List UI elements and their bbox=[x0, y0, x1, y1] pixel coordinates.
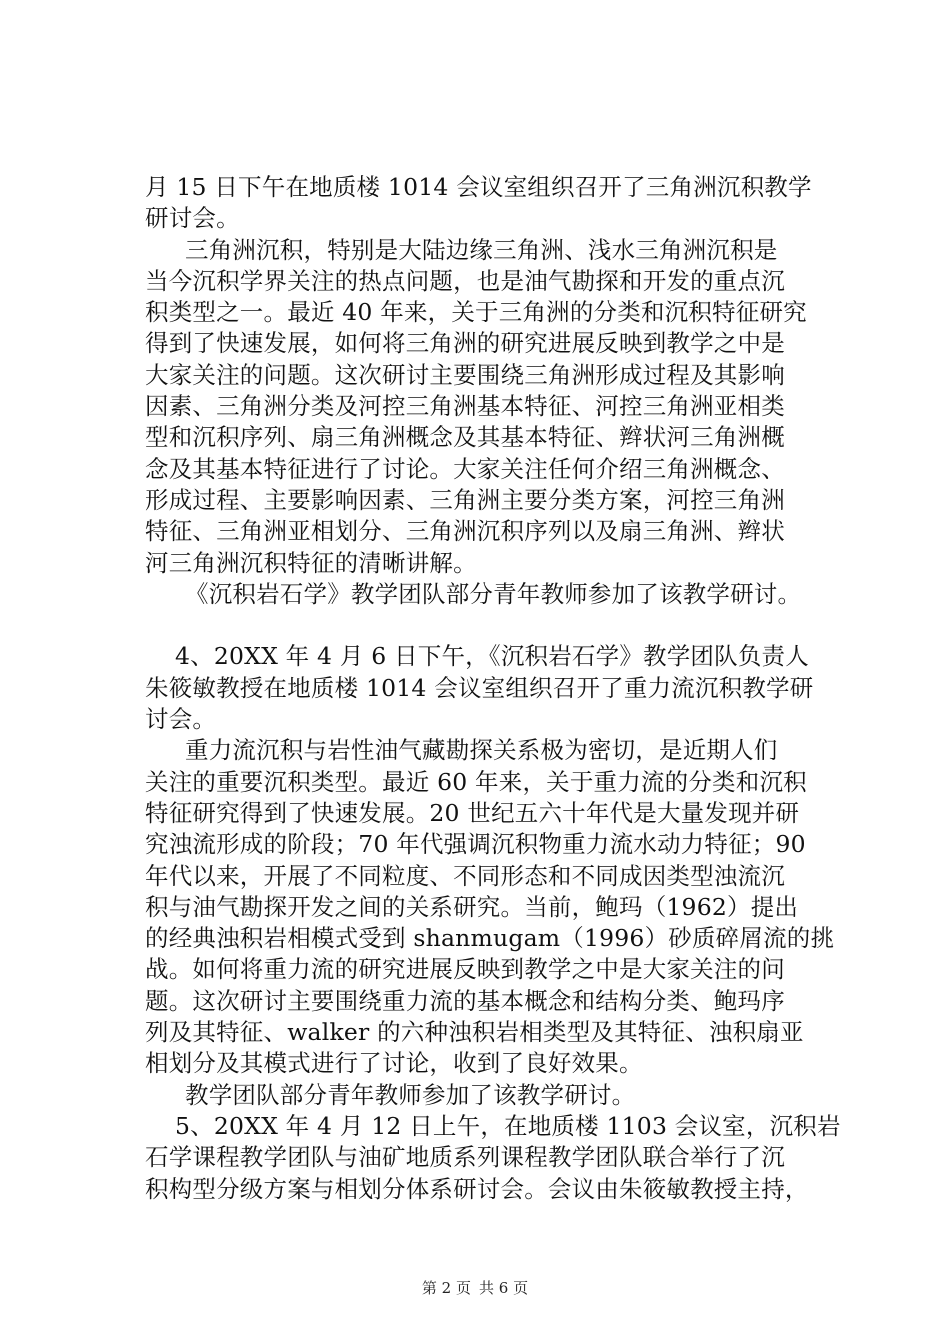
text-line: 相划分及其模式进行了讨论，收到了良好效果。 bbox=[145, 1049, 643, 1078]
text-line: 积类型之一。最近 40 年来，关于三角洲的分类和沉积特征研究 bbox=[145, 298, 807, 327]
blank-line bbox=[145, 610, 835, 641]
text-line: 列及其特征、walker 的六种浊积岩相类型及其特征、浊积扇亚 bbox=[145, 1018, 804, 1047]
text-line: 年代以来，开展了不同粒度、不同形态和不同成因类型浊流沉 bbox=[145, 861, 785, 890]
text-line: 积与油气勘探开发之间的关系研究。当前，鲍玛（1962）提出 bbox=[145, 892, 799, 921]
paragraph-start-line: 三角洲沉积，特别是大陆边缘三角洲、浅水三角洲沉积是 bbox=[185, 235, 778, 264]
text-line: 关注的重要沉积类型。最近 60 年来，关于重力流的分类和沉积 bbox=[145, 767, 807, 796]
text-line: 战。如何将重力流的研究进展反映到教学之中是大家关注的问 bbox=[145, 955, 785, 984]
document-body bbox=[145, 172, 841, 1205]
text-line: 当今沉积学界关注的热点问题，也是油气勘探和开发的重点沉 bbox=[145, 266, 785, 295]
text-line: 特征研究得到了快速发展。20 世纪五六十年代是大量发现并研 bbox=[145, 798, 800, 827]
text-line: 的经典浊积岩相模式受到 shanmugam（1996）砂质碎屑流的挑 bbox=[145, 924, 835, 953]
text-line: 河三角洲沉积特征的清晰讲解。 bbox=[145, 548, 477, 577]
text-line: 究浊流形成的阶段；70 年代强调沉积物重力流水动力特征；90 bbox=[145, 830, 806, 859]
text-line: 朱筱敏教授在地质楼 1014 会议室组织召开了重力流沉积教学研 bbox=[145, 673, 814, 702]
section-item-4-line: 4、20XX 年 4 月 6 日下午，《沉积岩石学》教学团队负责人 bbox=[175, 642, 809, 671]
text-line: 形成过程、主要影响因素、三角洲主要分类方案，河控三角洲 bbox=[145, 485, 785, 514]
text-line: 型和沉积序列、扇三角洲概念及其基本特征、辫状河三角洲概 bbox=[145, 423, 785, 452]
text-line: 得到了快速发展，如何将三角洲的研究进展反映到教学之中是 bbox=[145, 329, 785, 358]
page-number: 第 2 页 bbox=[421, 1279, 471, 1297]
text-line: 大家关注的问题。这次研讨主要围绕三角洲形成过程及其影响 bbox=[145, 360, 785, 389]
page-footer bbox=[0, 1278, 950, 1298]
text-line: 因素、三角洲分类及河控三角洲基本特征、河控三角洲亚相类 bbox=[145, 392, 785, 421]
paragraph-start-line: 重力流沉积与岩性油气藏勘探关系极为密切，是近期人们 bbox=[185, 736, 778, 765]
text-line: 特征、三角洲亚相划分、三角洲沉积序列以及扇三角洲、辫状 bbox=[145, 517, 785, 546]
page-total: 共 6 页 bbox=[479, 1279, 529, 1297]
text-line: 题。这次研讨主要围绕重力流的基本概念和结构分类、鲍玛序 bbox=[145, 986, 785, 1015]
text-line: 月 15 日下午在地质楼 1014 会议室组织召开了三角洲沉积教学 bbox=[145, 173, 812, 201]
text-line: 积构型分级方案与相划分体系研讨会。会议由朱筱敏教授主持， bbox=[145, 1174, 809, 1203]
paragraph-start-line: 《沉积岩石学》教学团队部分青年教师参加了该教学研讨。 bbox=[185, 579, 802, 608]
text-line: 念及其基本特征进行了讨论。大家关注任何介绍三角洲概念、 bbox=[145, 454, 785, 483]
text-line: 石学课程教学团队与油矿地质系列课程教学团队联合举行了沉 bbox=[145, 1143, 785, 1172]
text-line: 研讨会。 bbox=[145, 204, 240, 233]
text-line: 讨会。 bbox=[145, 705, 217, 734]
section-item-5-line: 5、20XX 年 4 月 12 日上午，在地质楼 1103 会议室，沉积岩 bbox=[175, 1111, 841, 1140]
paragraph-start-line: 教学团队部分青年教师参加了该教学研讨。 bbox=[185, 1080, 636, 1109]
